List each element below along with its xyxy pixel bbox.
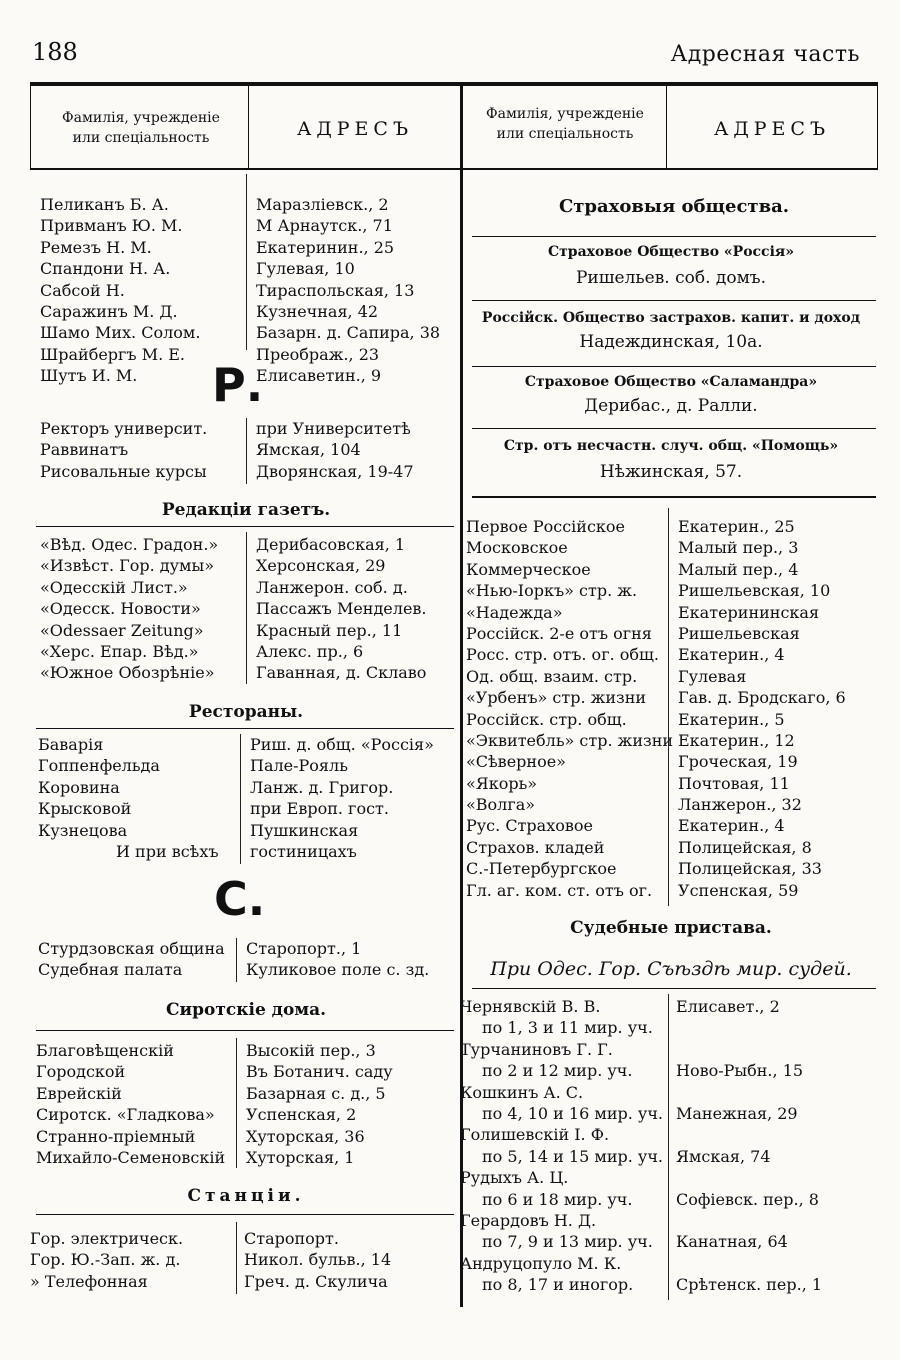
entry-name: «Нью-Іоркъ» стр. ж. [466, 581, 638, 601]
left-border [30, 86, 31, 168]
col-sep [236, 938, 237, 982]
entry-name: Ректоръ университ. [40, 419, 208, 438]
entry-addr: Малый пер., 4 [678, 559, 799, 579]
entry-addr: Гулевая, 10 [256, 259, 355, 279]
entry-addr: Дворянская, 19-47 [256, 461, 414, 481]
section-title-redakcii: Редакціи газетъ. [161, 500, 331, 520]
entry-name: Рус. Страховое [466, 816, 593, 836]
entry-addr: Ямская, 74 [676, 1146, 771, 1166]
entry-addr: Екатерин., 4 [678, 816, 785, 836]
entry-name: Россійск. стр. общ. [466, 709, 627, 729]
entry-addr: Пале-Рояль [250, 756, 348, 776]
entry-name: «Южное Обозрѣніе» [40, 663, 215, 683]
strah-list-names [466, 516, 673, 901]
entry-sub: по 8, 17 и иногор. [482, 1275, 634, 1295]
section-title-strah: Страховыя общества. [558, 196, 790, 217]
r-list-names [40, 418, 207, 482]
entry-name: Баварія [38, 735, 104, 754]
entry-addr: Старопорт., 1 [246, 939, 362, 958]
entry-name: Кузнецова [38, 820, 128, 840]
entry-addr: Кузнечная, 42 [256, 301, 379, 321]
entry-name: «Одесск. Новости» [40, 599, 201, 619]
entry-name: Страхов. кладей [466, 837, 605, 857]
entry-name: Спандони Н. А. [40, 259, 171, 279]
section-rule [472, 236, 876, 237]
entry-name: «Сѣверное» [466, 752, 566, 772]
strah-box-title: Страховое Общество «Россія» [547, 244, 794, 260]
left-header-divider [248, 86, 249, 168]
entry-name: Крысковой [38, 799, 132, 819]
entry-addr: Алекс. пр., 6 [256, 641, 364, 661]
entry-addr: Екатерин., 12 [678, 730, 795, 750]
section-title-sirot: Сиротскіе дома. [165, 1000, 327, 1020]
entry-addr: Гроческая, 19 [678, 752, 798, 772]
entry-name: «Якорь» [466, 773, 538, 793]
p-list-addrs [256, 194, 440, 387]
entry-addr: Канатная, 64 [676, 1232, 788, 1252]
entry-addr: М Арнаутск., 71 [256, 216, 393, 236]
header-bottom-rule [30, 168, 878, 170]
entry-addr: Ланжерон., 32 [678, 795, 802, 815]
entry-name: Чернявскій В. В. [460, 997, 601, 1016]
entry-addr: при Европ. гост. [250, 799, 389, 819]
entry-addr: Софіевск. пер., 8 [676, 1189, 819, 1209]
entry-sub: по 2 и 12 мир. уч. [482, 1061, 633, 1081]
section-rule [472, 988, 876, 989]
header-name-line2: или спеціальность [496, 126, 634, 142]
right-border [877, 86, 878, 168]
header-name-line2: или спеціальность [72, 130, 210, 146]
entry-name: Шамо Мих. Солом. [40, 323, 201, 343]
strah-box-addr: Нѣжинская, 57. [599, 462, 743, 482]
entry-addr: Гав. д. Бродскаго, 6 [678, 688, 846, 708]
entry-addr: Никол. бульв., 14 [244, 1250, 392, 1270]
restorany-names [38, 734, 219, 862]
entry-name: Городской [36, 1062, 126, 1082]
entry-name: Благовѣщенскій [36, 1041, 174, 1060]
strah-box-addr: Надеждинская, 10а. [579, 332, 763, 352]
entry-addr: Полицейская, 33 [678, 859, 822, 879]
entry-name: Еврейскій [36, 1083, 122, 1103]
stancii-names [30, 1228, 183, 1292]
entry-sub: по 7, 9 и 13 мир. уч. [482, 1232, 653, 1252]
strah-box-title: Стр. отъ несчастн. случ. общ. «Помощь» [503, 438, 839, 454]
entry-name: «Надежда» [466, 602, 563, 622]
header-addr-left: АДРЕСЪ [296, 118, 414, 140]
section-letter-r: Р. [212, 358, 264, 412]
entry-name: Саражинъ М. Д. [40, 301, 178, 321]
entry-addr: гостиницахъ [250, 841, 357, 861]
entry-addr: Греч. д. Скулича [244, 1271, 388, 1291]
entry-name: Гор. Ю.-Зап. ж. д. [30, 1250, 181, 1270]
top-rule [30, 82, 878, 86]
entry-name: Од. общ. взаим. стр. [466, 666, 638, 686]
p-list-names [40, 194, 200, 387]
section-rule [36, 728, 454, 729]
header-name-right [466, 104, 664, 144]
entry-name: Россійск. 2-е отъ огня [466, 623, 652, 643]
entry-name: «Odessaer Zeitung» [40, 620, 204, 640]
entry-name: «Херс. Епар. Вѣд.» [40, 641, 199, 661]
sud-names [460, 996, 663, 1295]
entry-name: «Извѣст. Гор. думы» [40, 556, 214, 576]
restorany-addrs [250, 734, 434, 862]
entry-name: Привманъ Ю. М. [40, 216, 183, 236]
entry-addr: Ново-Рыбн., 15 [676, 1061, 804, 1081]
entry-name: Коммерческое [466, 559, 591, 579]
redakcii-names [40, 534, 218, 684]
entry-addr: Дерибасовская, 1 [256, 535, 406, 554]
entry-name: «Вѣд. Одес. Градон.» [40, 535, 219, 554]
stancii-addrs [244, 1228, 391, 1292]
entry-addr: Екатерин., 4 [678, 645, 785, 665]
entry-addr: Базарн. д. Сапира, 38 [256, 323, 441, 343]
sirot-addrs [246, 1040, 393, 1168]
entry-name: Гл. аг. ком. ст. отъ ог. [466, 880, 653, 900]
entry-name: Турчаниновъ Г. Г. [460, 1039, 613, 1059]
col-sep [246, 418, 247, 484]
strah-list-addrs [678, 516, 846, 901]
entry-addr: Хуторская, 1 [246, 1147, 355, 1167]
header-name-line1: Фамилія, учрежденіе [486, 106, 644, 122]
entry-addr: Ланж. д. Григор. [250, 777, 394, 797]
strah-box-addr: Дерибас., д. Ралли. [584, 396, 758, 416]
section-rule [36, 1214, 454, 1215]
entry-name: «Одесскій Лист.» [40, 577, 188, 597]
entry-addr: Екатерин., 25 [678, 517, 795, 536]
entry-name: Гоппенфельда [38, 756, 160, 776]
section-rule [36, 526, 454, 527]
entry-name: Михайло-Семеновскій [36, 1147, 226, 1167]
entry-name: Пеликанъ Б. А. [40, 195, 169, 214]
section-rule [36, 1030, 454, 1031]
entry-name: Первое Россійское [466, 517, 626, 536]
entry-name: Росс. стр. отъ. ог. общ. [466, 645, 659, 665]
entry-addr: Преображ., 23 [256, 344, 380, 364]
entry-addr: Маразліевск., 2 [256, 195, 389, 214]
col-sep [668, 994, 669, 1300]
entry-addr: Манежная, 29 [676, 1103, 798, 1123]
entry-addr: Почтовая, 11 [678, 773, 790, 793]
strah-box-title: Страховое Общество «Саламандра» [524, 374, 818, 390]
entry-name: Гор. электрическ. [30, 1229, 184, 1248]
entry-addr: Успенская, 2 [246, 1105, 357, 1125]
entry-name: Голишевскій І. Ф. [460, 1125, 610, 1145]
section-rule [472, 496, 876, 498]
entry-addr: Екатерин., 5 [678, 709, 785, 729]
entry-addr: Куликовое поле с. зд. [246, 960, 430, 980]
col-sep [246, 174, 247, 350]
entry-sub: по 6 и 18 мир. уч. [482, 1189, 633, 1209]
section-title-sud: Судебные пристава. [570, 918, 772, 938]
entry-name: Коровина [38, 777, 120, 797]
entry-name: » Телефонная [30, 1271, 148, 1291]
sirot-names [36, 1040, 225, 1168]
entry-name: Судебная палата [38, 960, 183, 980]
entry-addr: Полицейская, 8 [678, 837, 812, 857]
entry-name: Кошкинъ А. С. [460, 1082, 584, 1102]
entry-addr: Малый пер., 3 [678, 538, 799, 558]
entry-name: Сиротск. «Гладкова» [36, 1105, 215, 1125]
entry-addr: Екатерининская [678, 602, 820, 622]
entry-name: Странно-пріемный [36, 1126, 196, 1146]
entry-addr: Пассажъ Менделев. [256, 599, 427, 619]
entry-sub: по 4, 10 и 16 мир. уч. [482, 1103, 663, 1123]
entry-name: «Эквитебль» стр. жизни [466, 730, 674, 750]
section-rule [472, 300, 876, 301]
section-letter-s: С. [214, 872, 266, 926]
entry-addr: Ришельевская [678, 623, 800, 643]
header-name-line1: Фамилія, учрежденіе [62, 110, 220, 126]
sud-addrs [676, 996, 822, 1295]
entry-addr: Елисавет., 2 [676, 997, 780, 1016]
entry-sub: по 1, 3 и 11 мир. уч. [482, 1018, 653, 1038]
entry-addr: Хуторская, 36 [246, 1126, 365, 1146]
entry-addr: Въ Ботанич. саду [246, 1062, 393, 1082]
entry-addr: Пушкинская [250, 820, 359, 840]
entry-name: «Урбенъ» стр. жизни [466, 688, 647, 708]
entry-name: Рисовальные курсы [40, 461, 207, 481]
entry-addr: Гаванная, д. Склаво [256, 663, 427, 683]
header-name-left [36, 108, 246, 148]
entry-name: Ремезъ Н. М. [40, 237, 152, 257]
entry-name: С.-Петербургское [466, 859, 617, 879]
page-number: 188 [32, 38, 78, 66]
section-title-restorany: Рестораны. [188, 702, 304, 722]
entry-name: Шутъ И. М. [40, 366, 138, 386]
entry-name: Шрайбергъ М. Е. [40, 344, 186, 364]
entry-addr: Старопорт. [244, 1229, 339, 1248]
entry-name: Стурдзовская община [38, 939, 225, 958]
r-list-addrs [256, 418, 414, 482]
entry-addr: Базарная с. д., 5 [246, 1083, 386, 1103]
section-rule [472, 428, 876, 429]
strah-box-title: Россійск. Общество застрахов. капит. и доход [481, 310, 861, 326]
entry-name: Герардовъ Н. Д. [460, 1210, 597, 1230]
header-addr-right: АДРЕСЪ [713, 118, 831, 140]
entry-name: «Волга» [466, 795, 536, 815]
entry-addr: Успенская, 59 [678, 880, 799, 900]
entry-name: Рудыхъ А. Ц. [460, 1168, 569, 1188]
entry-addr: Ланжерон. соб. д. [256, 577, 408, 597]
entry-addr: при Университетѣ [256, 419, 411, 438]
entry-addr: Срѣтенск. пер., 1 [676, 1275, 823, 1295]
right-header-divider [666, 86, 667, 168]
entry-addr: Ришельевская, 10 [678, 581, 831, 601]
section-title-stancii: Станціи. [187, 1186, 305, 1206]
entry-addr: Екатеринин., 25 [256, 237, 395, 257]
entry-addr: Херсонская, 29 [256, 556, 386, 576]
entry-addr: Елисаветин., 9 [256, 366, 382, 386]
entry-name: Андруцопуло М. К. [460, 1253, 622, 1273]
s-list-names [38, 938, 225, 981]
col-sep [236, 1038, 237, 1168]
entry-sub: по 5, 14 и 15 мир. уч. [482, 1146, 663, 1166]
col-sep [236, 1222, 237, 1294]
sud-subtitle: При Одес. Гор. Съѣздѣ мир. судей. [490, 958, 852, 980]
entry-addr: Высокій пер., 3 [246, 1041, 376, 1060]
entry-addr: Гулевая [678, 666, 747, 686]
entry-addr: Риш. д. общ. «Россія» [250, 735, 434, 754]
col-sep [246, 532, 247, 684]
running-head: Адресная часть [670, 42, 860, 67]
s-list-addrs [246, 938, 429, 981]
col-sep [240, 734, 241, 864]
entry-name: Сабсой Н. [40, 280, 125, 300]
entry-name: И при всѣхъ [116, 841, 219, 861]
entry-addr: Тираспольская, 13 [256, 280, 415, 300]
strah-box-addr: Ришельев. соб. домъ. [575, 268, 767, 288]
entry-addr: Красный пер., 11 [256, 620, 403, 640]
entry-addr: Ямская, 104 [256, 440, 361, 460]
section-rule [472, 366, 876, 367]
entry-name: Московское [466, 538, 568, 558]
entry-name: Раввинатъ [40, 440, 129, 460]
redakcii-addrs [256, 534, 427, 684]
